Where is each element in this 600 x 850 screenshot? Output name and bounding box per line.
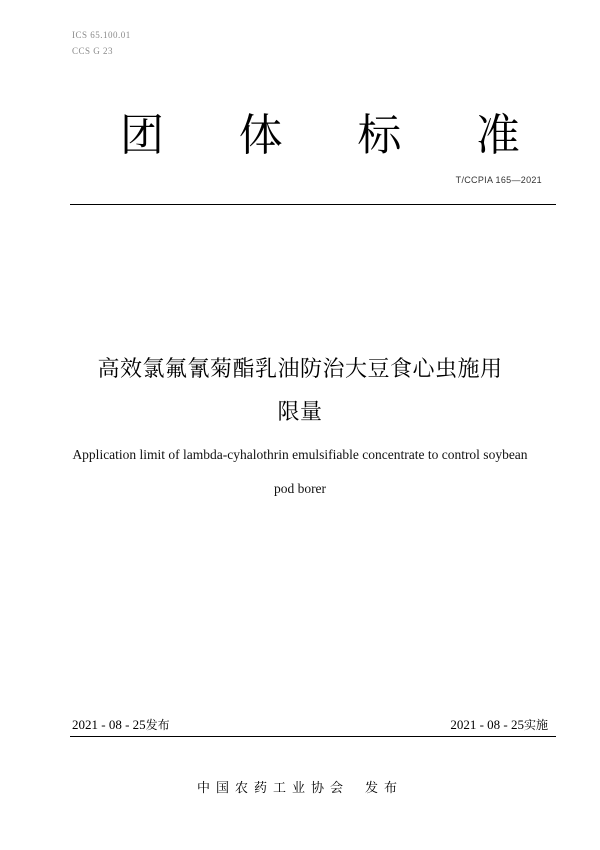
publisher-line — [0, 780, 600, 798]
standard-type-char-4: 准 — [475, 110, 520, 161]
bottom-divider — [70, 736, 556, 737]
title-cn-line-1: 高效氯氟氰菊酯乳油防治大豆食心虫施用 — [97, 357, 503, 382]
standard-number: T/CCPIA 165—2021 — [455, 175, 542, 185]
publisher-name: 中国农药工业协会 — [196, 781, 349, 796]
implementation-date — [450, 716, 548, 734]
issue-date-value: 2021 - 08 - 25 — [72, 717, 146, 732]
standard-type-heading — [120, 110, 520, 162]
title-en-line-1: Application limit of lambda-cyhalothrin emulsifiable concentrate to control soybean — [72, 447, 528, 462]
issue-date-label: 发布 — [145, 718, 170, 732]
standard-type-char-3: 标 — [357, 110, 402, 161]
implementation-date-label: 实施 — [523, 718, 548, 732]
issue-date — [72, 716, 170, 734]
ics-code: ICS 65.100.01 — [72, 30, 131, 40]
title-cn-line-2: 限量 — [277, 400, 323, 425]
publisher-action: 发布 — [365, 781, 404, 796]
standard-type-char-1: 团 — [120, 110, 164, 161]
title-en-line-2: pod borer — [273, 481, 327, 496]
top-divider — [70, 204, 556, 205]
standard-type-char-2: 体 — [238, 110, 283, 161]
implementation-date-value: 2021 - 08 - 25 — [450, 717, 524, 732]
ccs-code: CCS G 23 — [72, 46, 114, 56]
